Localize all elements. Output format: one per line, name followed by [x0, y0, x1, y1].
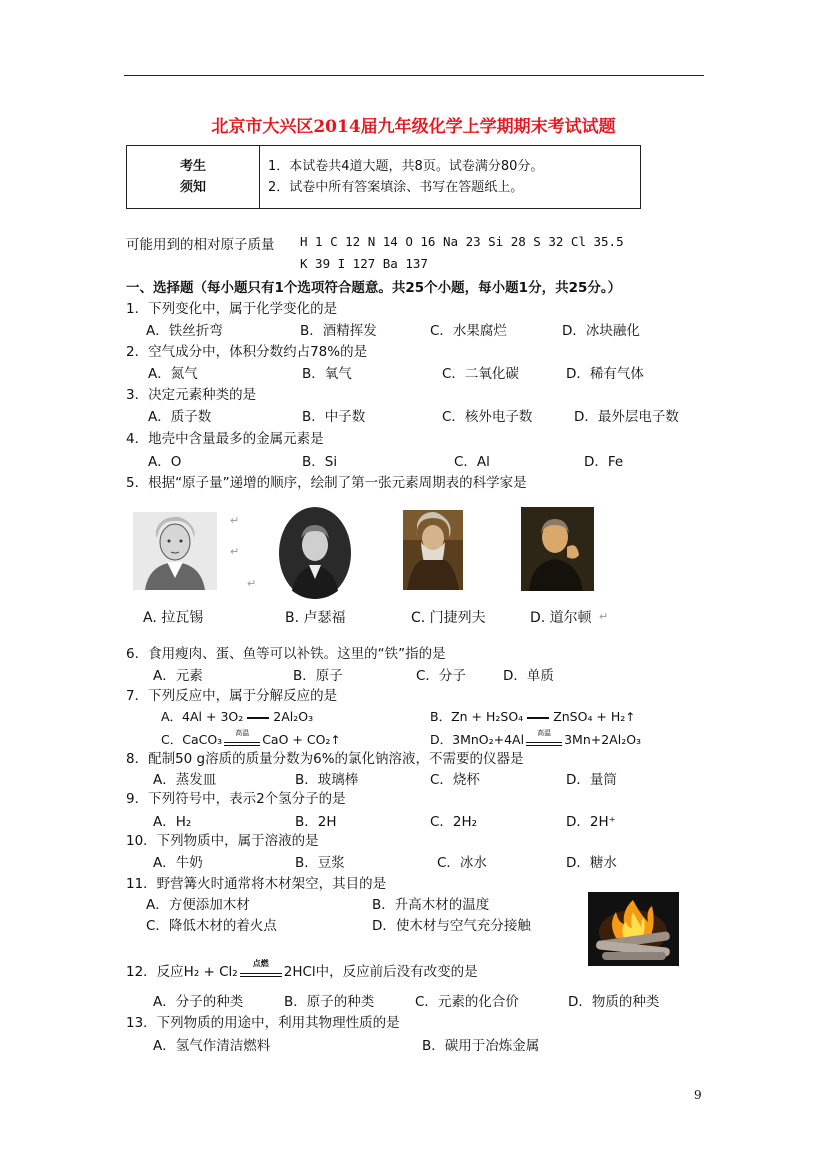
q2-option-c: C．二氧化碳 — [442, 366, 519, 382]
q11-option-b: B．升高木材的温度 — [372, 897, 490, 913]
q6-option-a: A．元素 — [153, 668, 203, 684]
portrait-dalton — [521, 507, 594, 591]
return-mark-4: ↵ — [599, 610, 609, 623]
q12-option-b: B．原子的种类 — [284, 994, 375, 1010]
q7-a-equals — [247, 717, 269, 719]
q7-a-products: 2Al₂O₃ — [273, 709, 314, 724]
q7-option-d — [430, 730, 641, 748]
q12-stem-end: 2HCl中，反应前后没有改变的是 — [283, 964, 478, 980]
q10-option-c: C．冰水 — [437, 855, 487, 871]
q8-option-a: A．蒸发皿 — [153, 772, 217, 788]
portrait-lavoisier — [133, 512, 217, 590]
q7-c-reactants: C．CaCO₃ — [161, 732, 223, 747]
q12-stem-start: 12．反应H₂ + Cl₂ — [126, 964, 238, 980]
q5-stem: 5．根据“原子量”递增的顺序，绘制了第一张元素周期表的科学家是 — [126, 475, 527, 491]
q12-option-d: D．物质的种类 — [568, 994, 660, 1010]
campfire-image — [588, 892, 679, 966]
header-rule — [124, 75, 704, 76]
q5-option-d: D. 道尔顿 — [530, 610, 592, 626]
q1-stem: 1．下列变化中，属于化学变化的是 — [126, 301, 338, 317]
q6-option-d: D．单质 — [503, 668, 554, 684]
portrait-mendeleev — [403, 510, 463, 590]
q3-option-c: C．核外电子数 — [442, 409, 533, 425]
q6-option-c: C．分子 — [416, 668, 466, 684]
q7-c-condition — [222, 728, 262, 748]
q9-stem: 9．下列符号中，表示2个氢分子的是 — [126, 791, 346, 807]
q4-stem: 4．地壳中含量最多的金属元素是 — [126, 431, 324, 447]
q11-option-a: A．方便添加木材 — [146, 897, 250, 913]
notice-heading — [127, 146, 260, 209]
q9-option-a: A．H₂ — [153, 814, 192, 830]
q7-d-condition-label: 高温 — [537, 728, 552, 737]
q10-option-a: A．牛奶 — [153, 855, 203, 871]
notice-line-2: 2．试卷中所有答案填涂、书写在答题纸上。 — [268, 180, 524, 195]
q7-d-condition — [524, 728, 564, 748]
q7-option-b — [430, 707, 635, 725]
q7-stem: 7．下列反应中，属于分解反应的是 — [126, 688, 338, 704]
q1-option-b: B．酒精挥发 — [300, 323, 377, 339]
notice-line-1: 1．本试卷共4道大题，共8页。试卷满分80分。 — [268, 159, 544, 174]
q5-option-c: C. 门捷列夫 — [411, 610, 486, 626]
q8-option-b: B．玻璃棒 — [295, 772, 359, 788]
q8-stem: 8．配制50 g溶质的质量分数为6%的氯化钠溶液，不需要的仪器是 — [126, 751, 524, 767]
q7-b-gas-arrow-icon: ↑ — [625, 710, 636, 724]
q1-option-c: C．水果腐烂 — [430, 323, 507, 339]
q9-option-c: C．2H₂ — [430, 814, 478, 830]
q2-stem: 2．空气成分中，体积分数约占78%的是 — [126, 344, 368, 360]
q10-stem: 10．下列物质中，属于溶液的是 — [126, 833, 319, 849]
page-number: 9 — [694, 1088, 702, 1102]
q9-option-b: B．2H — [295, 814, 337, 830]
notice-heading-line-1: 考生 — [179, 159, 206, 174]
q10-option-b: B．豆浆 — [295, 855, 345, 871]
q6-stem: 6．食用瘦肉、蛋、鱼等可以补铁。这里的“铁”指的是 — [126, 646, 446, 662]
q7-d-products: 3Mn+2Al₂O₃ — [564, 732, 642, 747]
q3-option-a: A．质子数 — [148, 409, 212, 425]
q1-option-a: A．铁丝折弯 — [146, 323, 223, 339]
q10-option-d: D．糖水 — [566, 855, 617, 871]
q12-option-c: C．元素的化合价 — [415, 994, 519, 1010]
atomic-mass-line-2: K 39 I 127 Ba 137 — [300, 256, 428, 271]
q7-b-reactants: B．Zn + H₂SO₄ — [430, 709, 524, 724]
q13-stem: 13．下列物质的用途中，利用其物理性质的是 — [126, 1015, 400, 1031]
notice-heading-line-2: 须知 — [179, 180, 206, 195]
q8-option-c: C．烧杯 — [430, 772, 480, 788]
q12-condition — [238, 959, 284, 979]
return-mark-1: ↵ — [230, 514, 240, 527]
return-mark-3: ↵ — [247, 577, 257, 590]
q7-d-reactants: D．3MnO₂+4Al — [430, 732, 525, 747]
q2-option-b: B．氧气 — [302, 366, 352, 382]
q7-a-reactants: A．4Al + 3O₂ — [161, 709, 244, 724]
notice-box — [126, 145, 641, 209]
q4-option-c: C．Al — [454, 454, 490, 470]
q11-option-c: C．降低木材的着火点 — [146, 918, 277, 934]
q12-stem — [126, 960, 478, 980]
q7-c-products: CaO + CO₂ — [262, 732, 331, 747]
page-title: 北京市大兴区2014届九年级化学上学期期末考试试题 — [211, 117, 616, 137]
notice-body — [260, 146, 641, 209]
q3-option-b: B．中子数 — [302, 409, 366, 425]
atomic-mass-label: 可能用到的相对原子质量 — [126, 237, 275, 253]
q11-stem: 11．野营篝火时通常将木材架空，其目的是 — [126, 876, 387, 892]
section-heading: 一、选择题（每小题只有1个选项符合题意。共25个小题，每小题1分，共25分。） — [126, 280, 622, 296]
q4-option-a: A．O — [148, 454, 182, 470]
q7-b-products: ZnSO₄ + H₂ — [553, 709, 626, 724]
q12-condition-label: 点燃 — [252, 959, 269, 968]
q6-option-b: B．原子 — [293, 668, 343, 684]
q7-option-a — [161, 707, 313, 725]
q4-option-b: B．Si — [302, 454, 338, 470]
q2-option-a: A．氮气 — [148, 366, 198, 382]
q3-stem: 3．决定元素种类的是 — [126, 387, 257, 403]
q4-option-d: D．Fe — [584, 454, 624, 470]
q2-option-d: D．稀有气体 — [566, 366, 644, 382]
q11-option-d: D．使木材与空气充分接触 — [372, 918, 531, 934]
q5-option-b: B. 卢瑟福 — [285, 610, 346, 626]
q5-option-a: A. 拉瓦锡 — [143, 610, 204, 626]
atomic-mass-line-1: H 1 C 12 N 14 O 16 Na 23 Si 28 S 32 Cl 35.5 — [300, 234, 624, 249]
q13-option-a: A．氢气作清洁燃料 — [153, 1038, 271, 1054]
q7-option-c — [161, 730, 341, 748]
portrait-rutherford — [279, 507, 351, 599]
q7-b-equals — [527, 717, 549, 719]
q12-option-a: A．分子的种类 — [153, 994, 244, 1010]
q9-option-d: D．2H⁺ — [566, 814, 616, 830]
q7-c-gas-arrow-icon: ↑ — [330, 733, 341, 747]
q8-option-d: D．量筒 — [566, 772, 617, 788]
q1-option-d: D．冰块融化 — [562, 323, 640, 339]
return-mark-2: ↵ — [230, 545, 240, 558]
q7-c-condition-label: 高温 — [235, 728, 250, 737]
q13-option-b: B．碳用于冶炼金属 — [422, 1038, 540, 1054]
q3-option-d: D．最外层电子数 — [574, 409, 679, 425]
